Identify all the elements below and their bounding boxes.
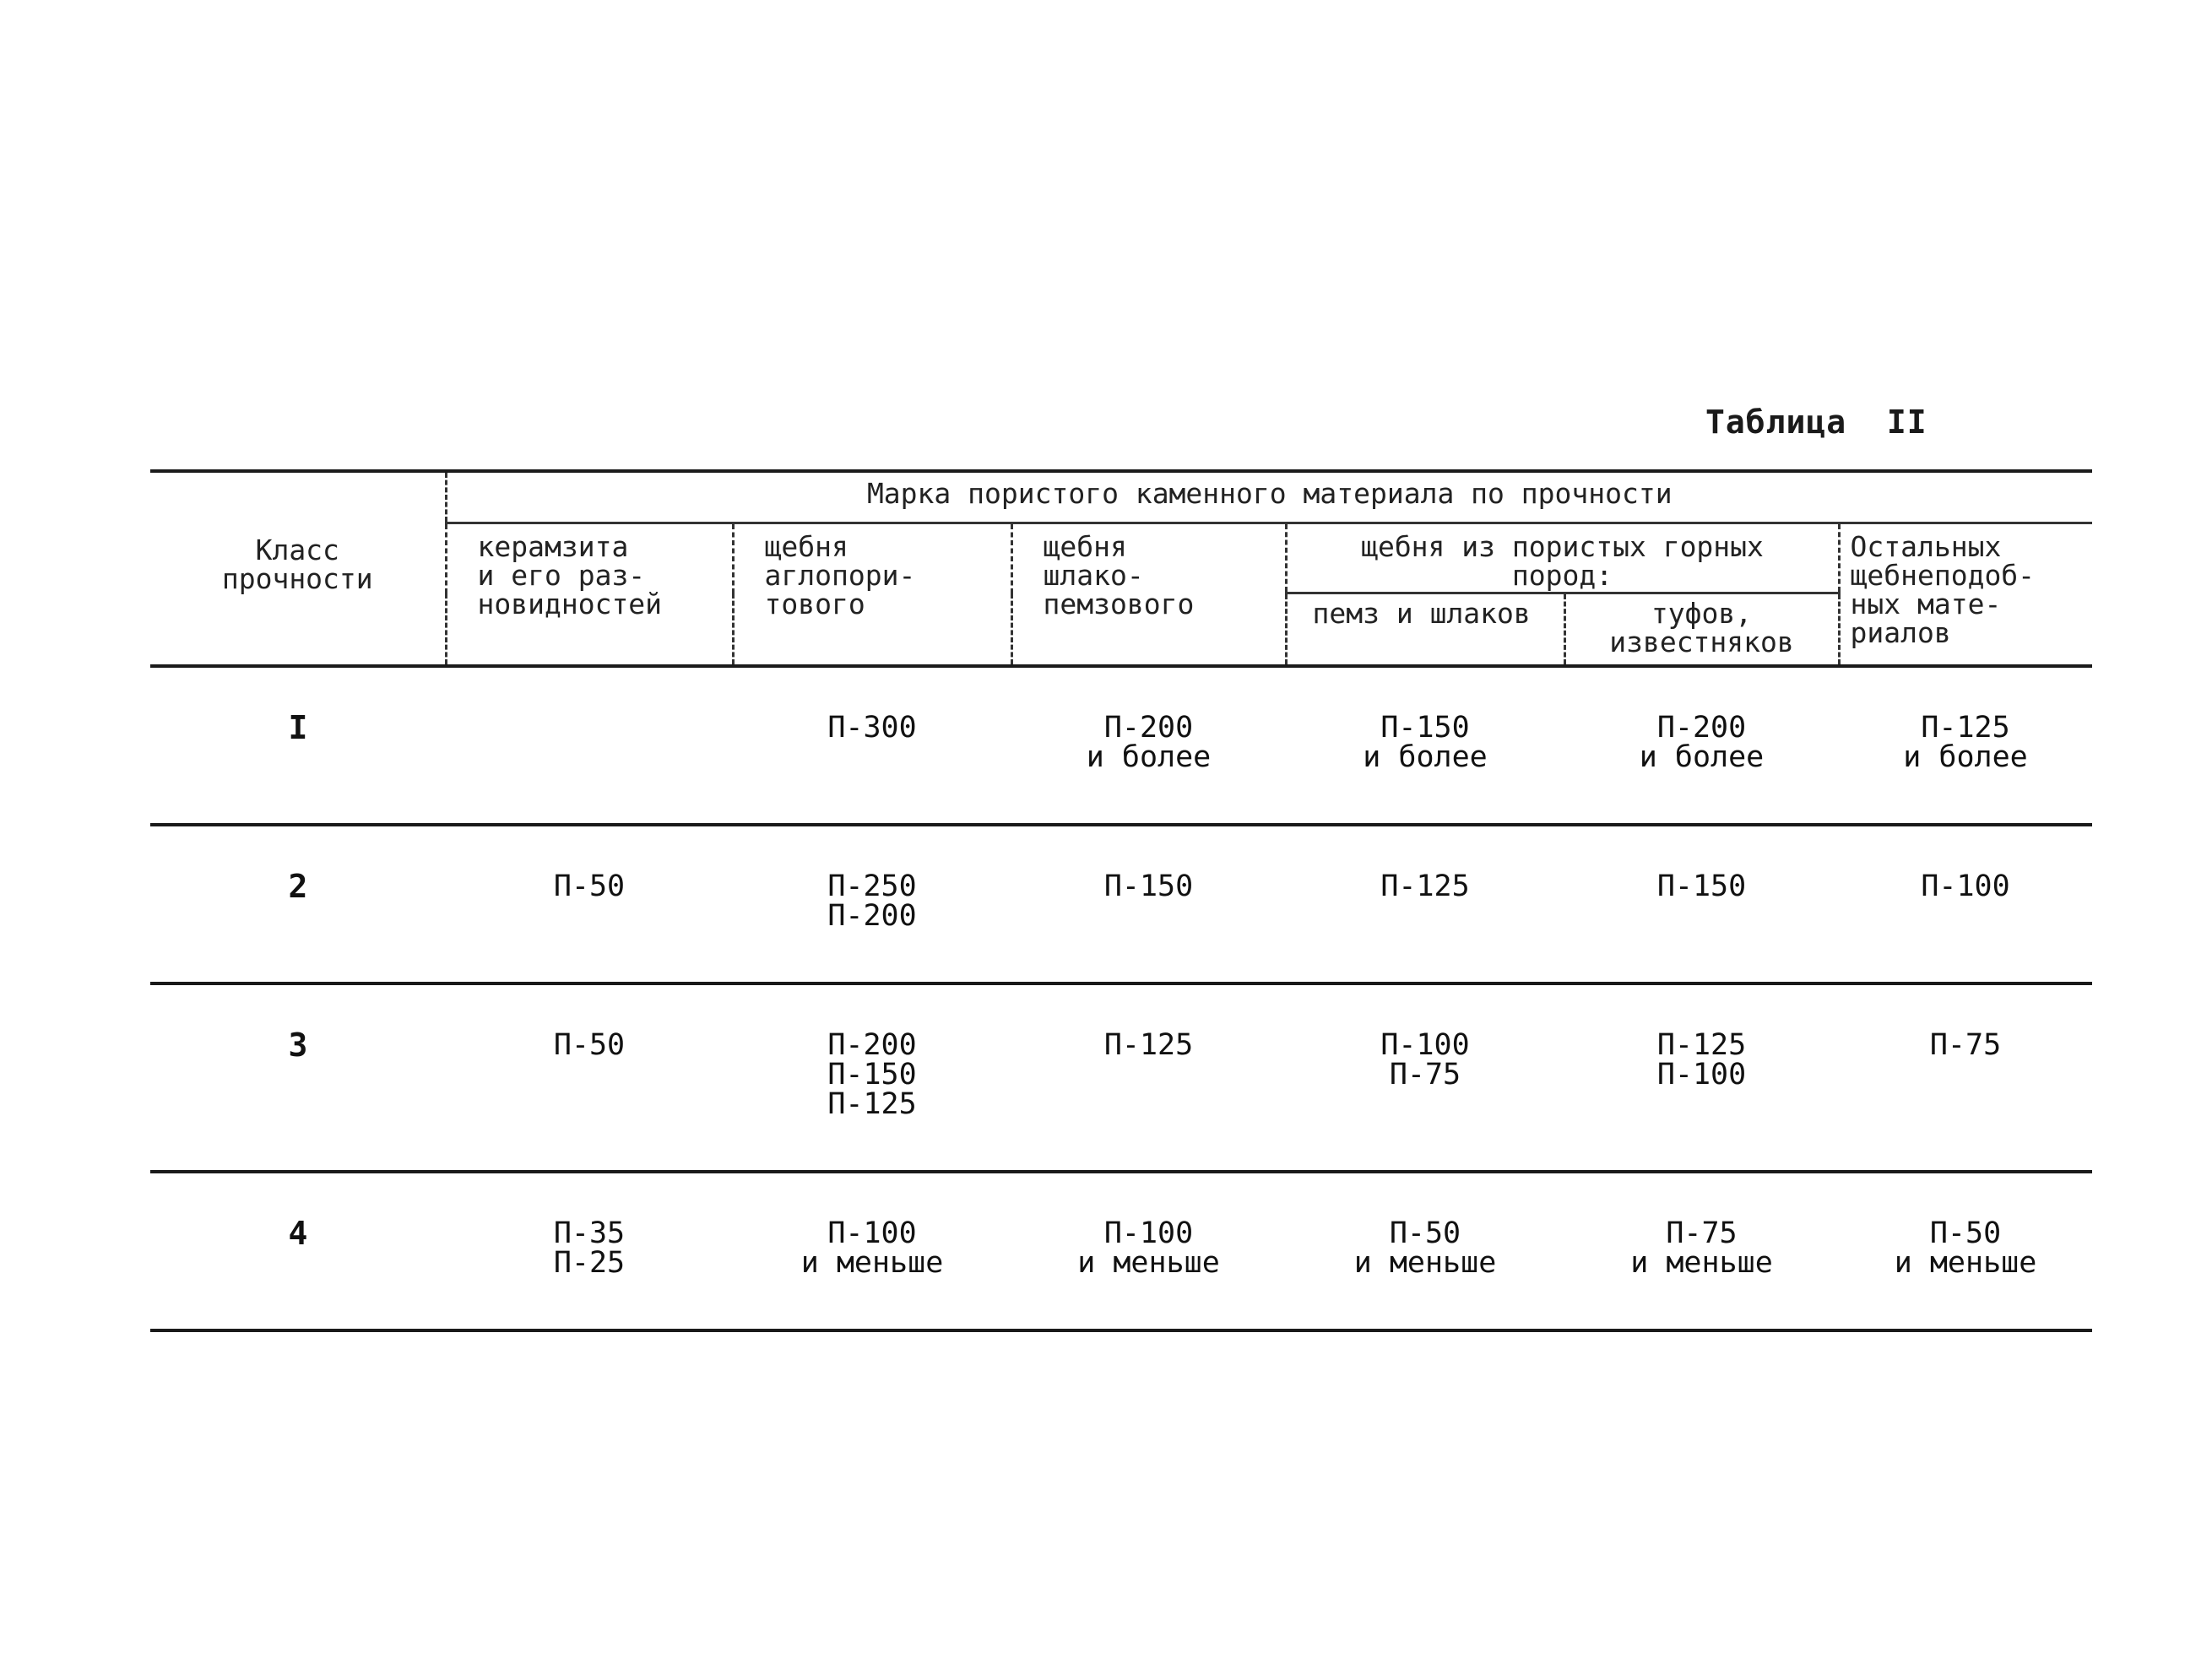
table-cell: П-200 и более — [1639, 711, 1765, 774]
subcolumn-header-tuff: туфов, известняков — [1564, 593, 1839, 667]
rock-group-header: щебня из пористых горных пород: — [1286, 523, 1839, 593]
class-cell: 2 — [288, 868, 308, 905]
table-row — [150, 983, 2092, 1172]
table-cell: П-125 — [1380, 870, 1470, 903]
column-header-shlakopemza: щебня шлако- пемзового — [1011, 523, 1286, 667]
table-cell: П-50 и меньше — [1353, 1216, 1497, 1280]
table-cell: П-100 — [1921, 870, 2010, 903]
table-cell: П-75 — [1929, 1028, 2002, 1062]
table-cell: П-100 и меньше — [800, 1216, 944, 1280]
column-header-keramzit: керамзита и его раз- новидностей — [446, 523, 733, 667]
column-header-other: Остальных щебнеподоб- ных мате- риалов — [1839, 523, 2092, 667]
strength-table — [150, 469, 2092, 1332]
table-row — [150, 666, 2092, 825]
class-header: Класс прочности — [150, 471, 446, 666]
table-cell: П-100 П-75 — [1380, 1028, 1470, 1092]
subcolumn-header-pumice: пемз и шлаков — [1286, 593, 1564, 667]
table-cell: П-50 и меньше — [1894, 1216, 2037, 1280]
table-cell: П-300 — [827, 711, 917, 745]
table-cell: П-250 П-200 — [827, 870, 917, 933]
table-body — [150, 666, 2092, 1330]
table-cell: П-125 П-100 — [1656, 1028, 1747, 1092]
table-cell: П-150 — [1103, 870, 1194, 903]
table-cell: П-50 — [553, 1028, 626, 1062]
table-header — [150, 471, 2092, 666]
material-group-header: Марка пористого каменного материала по прочности — [446, 471, 2092, 523]
table-cell: П-125 — [1103, 1028, 1194, 1062]
table-cell: П-200 и более — [1086, 711, 1212, 774]
table-caption: Таблица II — [1705, 404, 1927, 441]
column-header-agloporit: щебня аглопори- тового — [733, 523, 1011, 667]
class-cell: 4 — [288, 1215, 308, 1252]
table-cell: П-35 П-25 — [553, 1216, 626, 1280]
table-cell: П-200 П-150 П-125 — [827, 1028, 917, 1121]
strength-table-container — [150, 469, 2092, 1332]
table-row — [150, 1172, 2092, 1330]
table-cell: П-125 и более — [1903, 711, 2028, 774]
table-cell: П-50 — [553, 870, 626, 903]
table-cell: П-150 и более — [1363, 711, 1488, 774]
class-cell: 3 — [288, 1027, 308, 1064]
class-cell: I — [288, 709, 308, 746]
table-cell: П-150 — [1656, 870, 1747, 903]
table-cell — [446, 666, 733, 825]
table-row — [150, 825, 2092, 983]
table-cell: П-75 и меньше — [1630, 1216, 1773, 1280]
table-cell: П-100 и меньше — [1077, 1216, 1220, 1280]
